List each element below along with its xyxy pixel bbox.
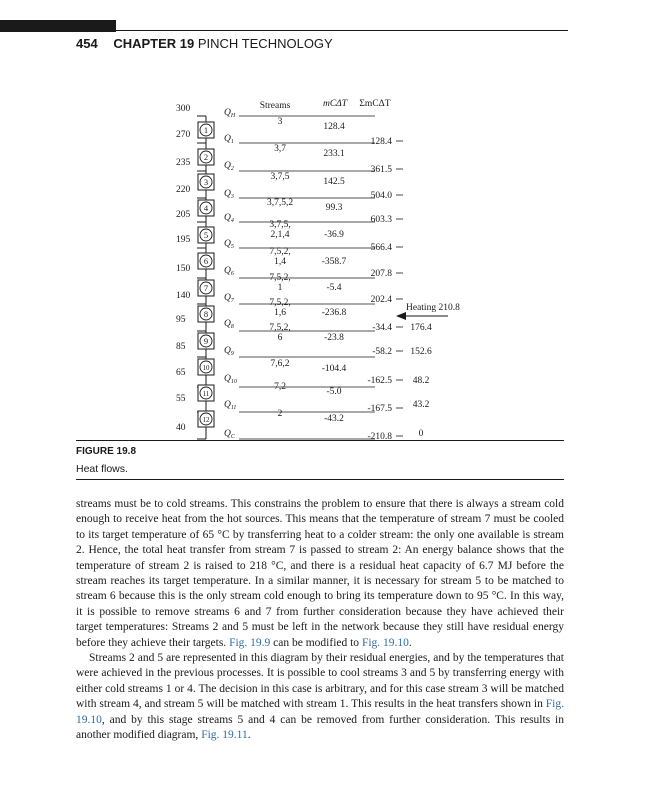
interval-streams: 3,7,5 [270,172,290,182]
interval-mcdt: -5.4 [326,283,342,293]
interval-streams: 1 [277,283,283,293]
interval-streams: 3,7 [274,144,286,154]
interval-streams: 7,5,2, [269,247,291,257]
adjusted-value: 176.4 [410,323,432,333]
interval-number: 5 [203,230,209,240]
cumulative-value: 504.0 [370,191,392,201]
adjusted-value: 152.6 [410,347,432,357]
chapter-title: PINCH TECHNOLOGY [197,36,333,51]
column-header-streams: Streams [259,101,291,111]
interval-streams: 2,1,4 [270,230,290,240]
temperature-label: 300 [176,104,191,114]
cumulative-value: 566.4 [370,243,392,253]
interval-number: 2 [203,152,209,162]
temperature-label: 65 [176,368,186,378]
interval-streams: 7,5,2, [269,323,291,333]
temperature-label: 220 [176,185,191,195]
heat-flow-label: $Q_H$ [224,108,236,119]
cumulative-value: 361.5 [370,165,392,175]
interval-mcdt: 142.5 [323,177,345,187]
temperature-label: 140 [176,291,191,301]
figure-link[interactable]: Fig. 19.9 [229,636,271,649]
heat-flow-label: $Q_C$ [224,429,235,440]
heat-flow-label: $Q_2$ [224,161,234,172]
cumulative-value: 202.4 [370,295,392,305]
column-header-mcdt: mCΔT [322,99,348,109]
cumulative-value: -34.4 [372,323,392,333]
interval-number: 1 [203,125,209,135]
interval-streams: 7,6,2 [270,359,290,369]
temperature-label: 85 [176,342,186,352]
interval-streams: 7,2 [274,382,286,392]
heat-flow-label: $Q_8$ [224,319,234,330]
figure-link[interactable]: Fig. 19.11 [201,729,248,742]
interval-streams: 2 [277,409,283,419]
cumulative-value: 603.3 [370,215,392,225]
interval-mcdt: -358.7 [321,257,347,267]
page-number: 454 [76,36,98,51]
interval-streams: 3,7,5,2 [266,198,294,208]
interval-streams: 1,4 [274,257,286,267]
interval-mcdt: 128.4 [323,122,345,132]
cumulative-value: 128.4 [370,137,392,147]
interval-streams: 7,5,2, [269,298,291,308]
cumulative-value: 207.8 [370,269,392,279]
figure-caption: Heat flows. [76,463,128,475]
temperature-label: 195 [176,235,191,245]
heat-flow-label: $Q_3$ [224,189,234,200]
heat-flow-label: $Q_{11}$ [224,400,237,411]
adjusted-value: 0 [418,429,424,439]
interval-mcdt: -236.8 [321,308,347,318]
heat-flow-label: $Q_5$ [224,239,234,250]
interval-number: 3 [203,177,209,187]
heat-flow-label: $Q_7$ [224,293,234,304]
heat-flow-label: $Q_{10}$ [224,374,237,385]
interval-streams: 1,6 [274,308,286,318]
temperature-label: 205 [176,210,191,220]
temperature-label: 95 [176,315,186,325]
interval-streams: 3,7,5, [269,220,291,230]
temperature-label: 150 [176,264,191,274]
heating-arrowhead [396,312,406,320]
interval-streams: 6 [277,333,283,343]
heat-flow-label: $Q_6$ [224,266,234,277]
heat-flow-label: $Q_9$ [224,346,234,357]
interval-streams: 7,5,2, [269,273,291,283]
caption-rule-bottom [76,479,564,480]
interval-mcdt: -104.4 [321,364,347,374]
interval-number: 10 [202,364,210,372]
paragraph-1: streams must be to cold streams. This constrains the problem to ensure that there is always a stream cold enough to receive heat from the hot sources. This means that the temperature of stream 7 must be cooled to its target temperature of 65 °C by transferring heat to a colder stream: the only one available is stream 2. Hence, the total heat transfer from stream 7 is passed to stream 2: An energy balance shows that the temperature of stream 2 is raised to 218 °C, and there is a residual heat capacity of 6.7 MJ before the stream reaches its target temperature. In a similar manner, it is necessary for stream 5 to be matched to stream 6 because this is the only stream cold enough to bring its temperature down to 95 °C. In this way, it is possible to remove streams 6 and 7 from further consideration because they have achieved their target temperatures: Streams 2 and 5 must be left in the network because they still have residual energy before they achieve their targets. Fig. 19.9 can be modified to Fig. 19.10. [76,498,564,649]
chapter-number: CHAPTER 19 [113,36,195,51]
cumulative-value: -162.5 [367,376,392,386]
temperature-label: 55 [176,394,186,404]
temperature-label: 235 [176,158,191,168]
adjusted-value: 48.2 [412,376,430,386]
body-text [76,497,564,744]
interval-number: 7 [203,283,209,293]
cumulative-value: -167.5 [367,404,392,414]
interval-number: 4 [203,203,209,213]
caption-rule-top [76,440,564,441]
interval-mcdt: 233.1 [323,149,345,159]
cumulative-value: -210.8 [367,432,392,440]
temperature-label: 40 [176,423,186,433]
interval-streams: 3 [277,117,283,127]
adjusted-value: 43.2 [412,400,430,410]
interval-number: 11 [202,390,210,398]
interval-mcdt: -23.8 [324,333,344,343]
heat-flow-label: $Q_4$ [224,213,234,224]
column-header-cumulative: ΣmCΔT [359,99,391,109]
figure-link[interactable]: Fig. 19.10 [361,636,409,649]
interval-mcdt: -5.0 [326,387,342,397]
cumulative-value: -58.2 [372,347,392,357]
heating-label: Heating 210.8 [406,303,460,313]
temperature-label: 270 [176,130,191,140]
heat-flow-label: $Q_1$ [224,134,234,145]
figure-label: FIGURE 19.8 [76,446,137,457]
interval-mcdt: -36.9 [324,230,344,240]
interval-mcdt: 99.3 [325,203,343,213]
paragraph-2: Streams 2 and 5 are represented in this diagram by their residual energies, and by the temperatures that were achieved in the previous processes. It is possible to cool streams 3 and 5 by transferring energy with either cold streams 1 or 4. The decision in this case is arbitrary, and for this case stream 3 will be matched with stream 4, and stream 5 will be matched with stream 1. This results in the heat transfers shown in Fig. 19.10, and by this stage streams 5 and 4 can be removed from further consideration. This results in another modified diagram, Fig. 19.11. [76,652,564,742]
interval-number: 12 [202,416,210,424]
interval-number: 8 [203,309,209,319]
interval-number: 6 [203,256,209,266]
interval-number: 9 [203,336,209,346]
interval-mcdt: -43.2 [324,414,344,424]
figure-link[interactable]: Fig. 19.10 [76,698,564,726]
